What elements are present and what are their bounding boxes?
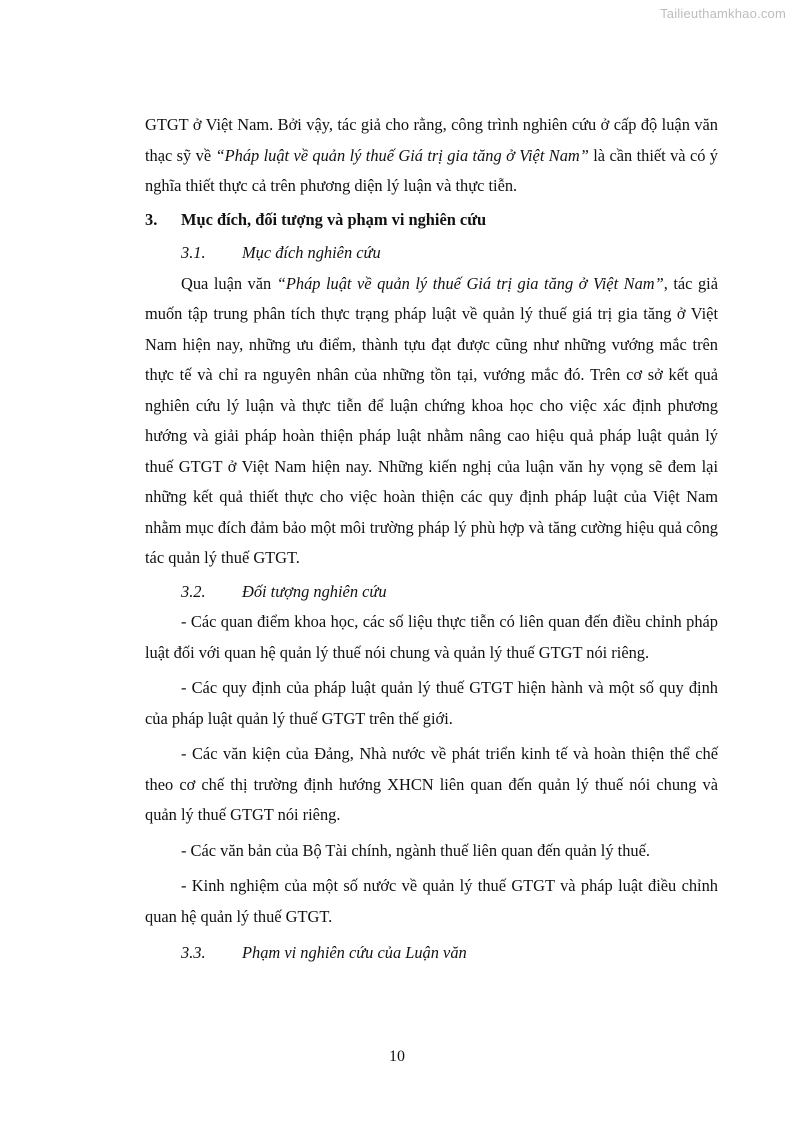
subsection-title: Mục đích nghiên cứu: [242, 243, 381, 262]
page-number: 10: [389, 1048, 405, 1065]
thesis-title: “Pháp luật về quản lý thuế Giá trị gia tăng ở Việt Nam”: [276, 273, 664, 293]
section-title: Mục đích, đối tượng và phạm vi nghiên cứu: [181, 209, 487, 229]
text-span: là cần thiết và có ý nghĩa thiết thực cả trên phương diện lý luận và thực tiễn.: [145, 145, 718, 195]
subsection-number: 3.1.: [181, 243, 206, 262]
text-span: GTGT ở Việt Nam. Bởi vậy, tác giả cho rằng, công trình nghiên cứu ở cấp độ luận văn thạc sỹ về: [145, 115, 718, 165]
object-item: - Kinh nghiệm của một số nước về quản lý thuế GTGT và pháp luật điều chỉnh quan hệ quản lý thuế GTGT.: [145, 876, 718, 926]
section-number: 3.: [145, 209, 158, 229]
text-span: , tác giả muốn tập trung phân tích thực trạng pháp luật về quản lý thuế giá trị gia tăng ở Việt Nam hiện nay, những ưu điểm, thành tựu đạt được cũng như những vướng mắc trên thực tế và chỉ ra nguyên nhân của những tồn tại, vướng mắc đó. Trên cơ sở kết quả nghiên cứu lý luận và thực tiễn để luận chứng khoa học cho việc xác định phương hướng và giải pháp hoàn thiện pháp luật nhằm nâng cao hiệu quả pháp luật quản lý thuế GTGT ở Việt Nam hiện nay. Những kiến nghị của luận văn hy vọng sẽ đem lại những kết quả thiết thực cho việc hoàn thiện các quy định pháp luật của Việt Nam nhằm mục đích đảm bảo một môi trường pháp lý phù hợp và tăng cường hiệu quả công tác quản lý thuế GTGT.: [145, 273, 718, 567]
subsection-number: 3.2.: [181, 581, 206, 601]
watermark: Tailieuthamkhao.com: [660, 6, 786, 21]
object-item: - Các quan điểm khoa học, các số liệu thực tiễn có liên quan đến điều chỉnh pháp luật đối với quan hệ quản lý thuế nói chung và quản lý thuế GTGT nói riêng.: [145, 612, 718, 662]
object-item: - Các văn kiện của Đảng, Nhà nước về phát triển kinh tế và hoàn thiện thể chế theo cơ chế thị trường định hướng XHCN liên quan đến quản lý thuế nói chung và quản lý thuế GTGT nói riêng.: [145, 744, 718, 824]
subsection-title: Đối tượng nghiên cứu: [242, 581, 387, 601]
subsection-number: 3.3.: [181, 943, 206, 962]
thesis-title: “Pháp luật về quản lý thuế Giá trị gia tăng ở Việt Nam”: [215, 145, 589, 165]
object-item: - Các văn bản của Bộ Tài chính, ngành thuế liên quan đến quản lý thuế.: [181, 840, 650, 860]
subsection-title: Phạm vi nghiên cứu của Luận văn: [242, 943, 467, 962]
subsection-heading-3-2: [145, 577, 718, 608]
section-heading-3: [145, 205, 718, 236]
intro-paragraph: [145, 110, 718, 202]
subsection-heading-3-1: [145, 238, 718, 269]
purpose-paragraph: [145, 269, 718, 574]
document-body: [145, 110, 718, 969]
text-span: Qua luận văn: [181, 273, 277, 293]
object-item: - Các quy định của pháp luật quản lý thuế GTGT hiện hành và một số quy định của pháp luật quản lý thuế GTGT trên thế giới.: [145, 678, 718, 728]
subsection-heading-3-3: [145, 938, 718, 969]
